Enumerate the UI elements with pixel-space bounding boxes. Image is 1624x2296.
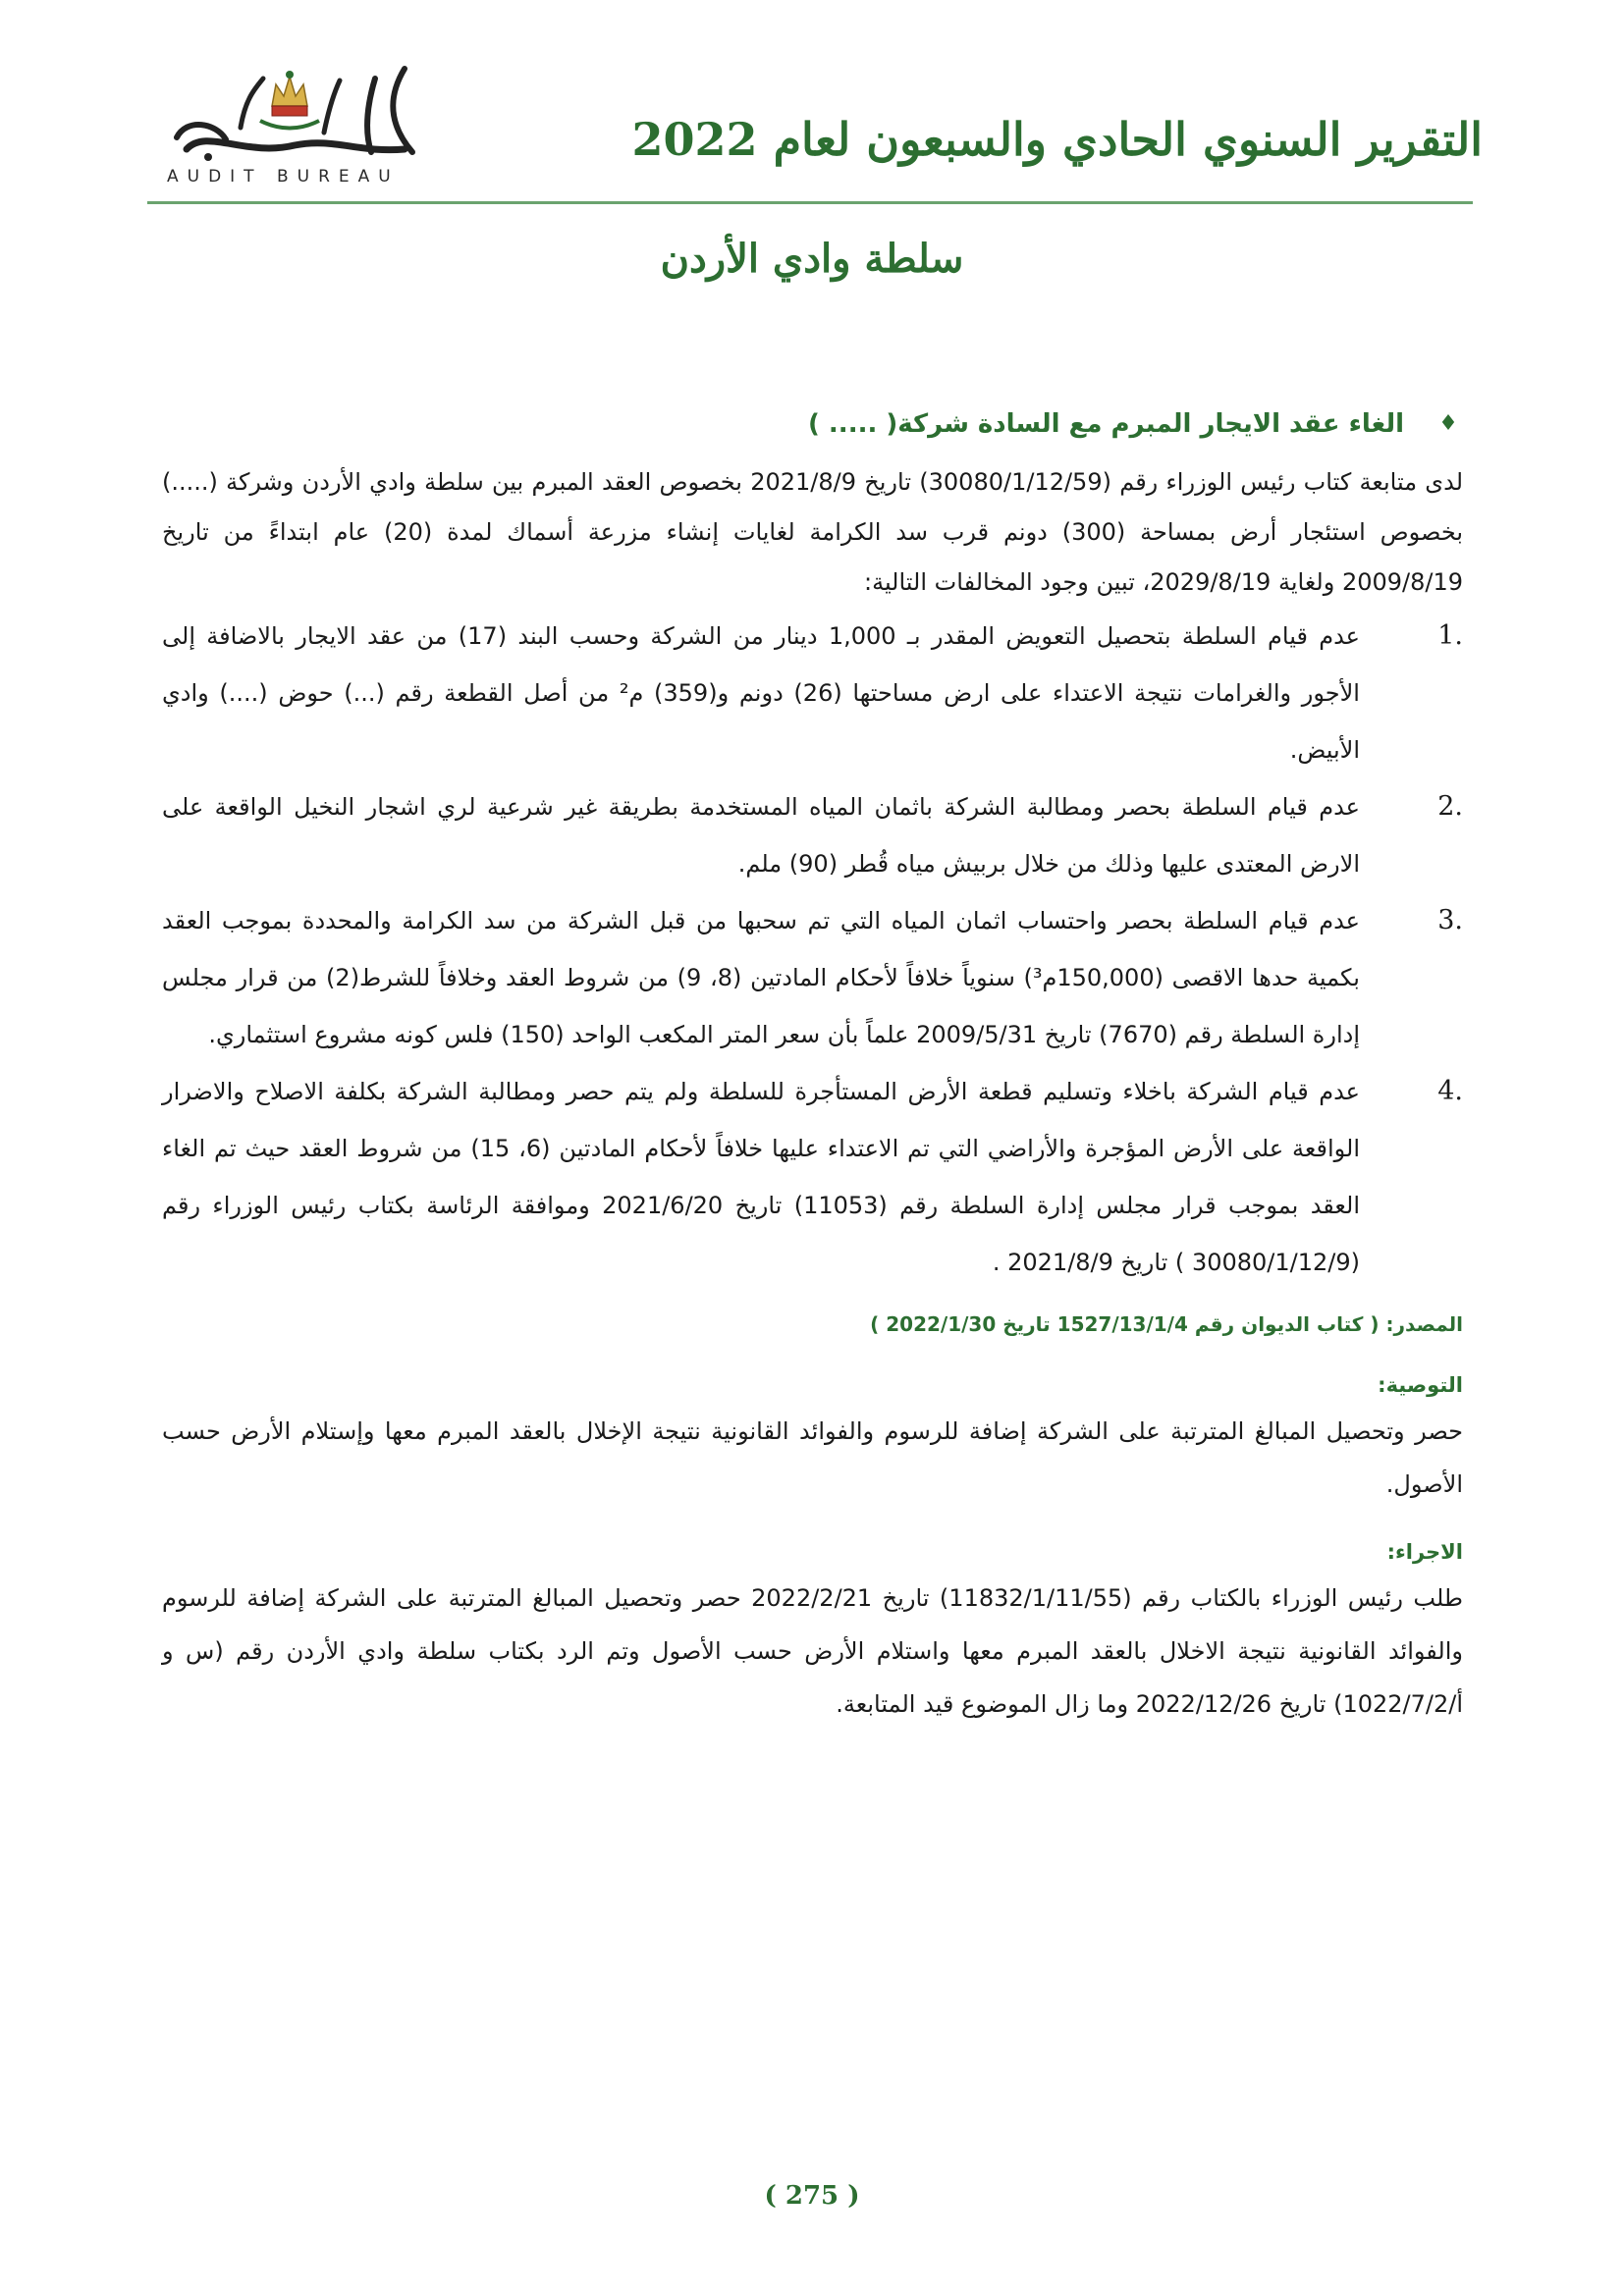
recommendation-text: حصر وتحصيل المبالغ المترتبة على الشركة إضافة للرسوم والفوائد القانونية نتيجة الإخلال بالعقد المبرم معها وإستلام الأرض حسب الأصول. [162, 1417, 1463, 1498]
intro-paragraph: لدى متابعة كتاب رئيس الوزراء رقم (30080/1/12/59) تاريخ 2021/8/9 بخصوص العقد المبرم بين سلطة وادي الأردن وشركة (.....) بخصوص استئجار أرض بمساحة (300) دونم قرب سد الكرامة لغايات إنشاء مزرعة أسماك لمدة (20) عام ابتداءً من تاريخ 2009/8/19 ولغاية 2029/8/19، تبين وجود المخالفات التالية: [162, 468, 1464, 596]
item-text: عدم قيام السلطة بتحصيل التعويض المقدر بـ 1,000 دينار من الشركة وحسب البند (17) من عقد الايجار بالاضافة إلى الأجور والغرامات نتيجة الاعتداء على ارض مساحتها (26) دونم و(359) م² من أصل القطعة رقم (...) حوض (....) وادي الأبيض. [162, 622, 1360, 764]
topic-title: الغاء عقد الايجار المبرم مع السادة شركة( ..... ) [808, 409, 1404, 439]
header-divider [147, 201, 1473, 204]
section-title: سلطة وادي الأردن [660, 236, 964, 282]
item-number: 4. [1437, 1076, 1463, 1106]
violations-list [162, 608, 1463, 1291]
item-number: 3. [1437, 905, 1463, 935]
list-item [162, 778, 1463, 892]
item-number: 2. [1437, 791, 1463, 822]
diamond-bullet-icon: ♦ [1438, 411, 1458, 436]
list-item [162, 608, 1463, 778]
list-item [162, 1063, 1463, 1291]
item-number: 1. [1437, 620, 1463, 651]
action-text: طلب رئيس الوزراء بالكتاب رقم (11832/1/11/55) تاريخ 2022/2/21 حصر وتحصيل المبالغ المترتبة على الشركة إضافة للرسوم والفوائد القانونية نتيجة الاخلال بالعقد المبرم معها واستلام الأرض حسب الأصول وتم الرد بكتاب سلطة وادي الأردن رقم (س و أ/1022/7/2) تاريخ 2022/12/26 وما زال الموضوع قيد المتابعة. [162, 1584, 1464, 1718]
page-number: ( 275 ) [764, 2181, 860, 2211]
source-reference: المصدر: ( كتاب الديوان رقم 1527/13/1/4 تاريخ 2022/1/30 ) [870, 1312, 1463, 1336]
report-title: التقرير السنوي الحادي والسبعون لعام 2022 [631, 113, 1483, 166]
recommendation-label: التوصية: [1378, 1373, 1463, 1397]
topic-heading [162, 402, 1463, 446]
action-label: الاجراء: [1386, 1540, 1463, 1564]
item-text: عدم قيام السلطة بحصر ومطالبة الشركة باثمان المياه المستخدمة بطريقة غير شرعية لري اشجار النخيل الواقعة على الارض المعتدى عليها وذلك من خلال بربيش مياه قُطر (90) ملم. [162, 793, 1360, 878]
logo-english-text: AUDIT BUREAU [167, 167, 400, 187]
item-text: عدم قيام الشركة باخلاء وتسليم قطعة الأرض المستأجرة للسلطة ولم يتم حصر ومطالبة الشركة بكلفة الاصلاح والاضرار الواقعة على الأرض المؤجرة والأراضي التي تم الاعتداء عليها خلافاً لأحكام المادتين (6، 15) من شروط العقد حيث تم الغاء العقد بموجب قرار مجلس إدارة السلطة رقم (11053) تاريخ 2021/6/20 وموافقة الرئاسة بكتاب رئيس الوزراء رقم (30080/1/12/9 ) تاريخ 2021/8/9 . [162, 1078, 1361, 1276]
item-text: عدم قيام السلطة بحصر واحتساب اثمان المياه التي تم سحبها من قبل الشركة من سد الكرامة والمحددة بموجب العقد بكمية حدها الاقصى (150,000م³) سنوياً خلافاً لأحكام المادتين (8، 9) من شروط العقد وخلافاً للشرط(2) من قرار مجلس إدارة السلطة رقم (7670) تاريخ 2009/5/31 علماً بأن سعر المتر المكعب الواحد (150) فلس كونه مشروع استثماري. [162, 907, 1360, 1048]
logo-emblem-icon [147, 59, 422, 167]
audit-bureau-logo [147, 59, 422, 187]
page-header [147, 59, 1483, 206]
list-item [162, 892, 1463, 1063]
main-content [162, 402, 1463, 1731]
